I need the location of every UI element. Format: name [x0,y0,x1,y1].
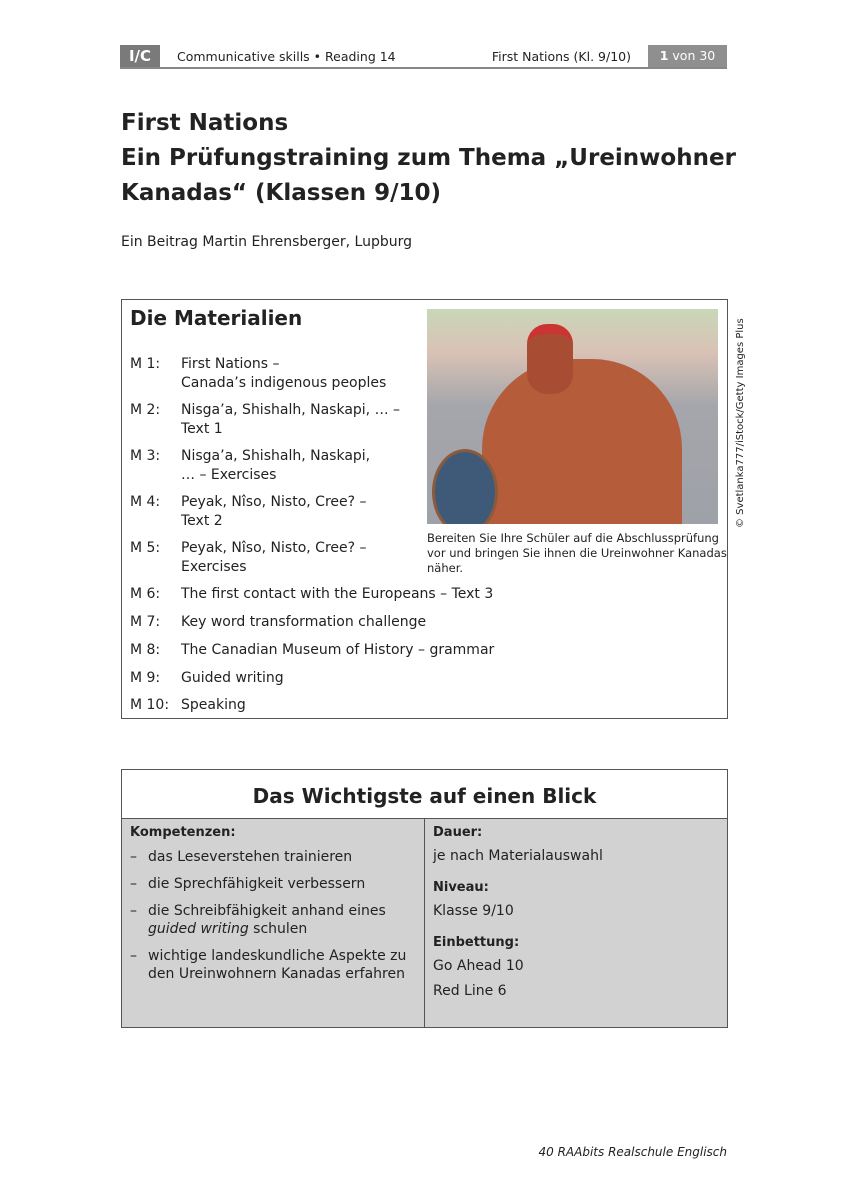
material-number: M 6: [130,586,161,602]
item-text: das Leseverstehen trainieren [148,849,353,865]
material-number: M 2: [130,402,161,418]
title-line: First Nations [121,110,289,136]
page-total: von 30 [672,48,716,63]
materials-heading: Die Materialien [130,306,303,330]
level-label: Niveau: [433,880,489,895]
list-item: – die Schreibfähigkeit anhand eines guided writing schulen [130,903,386,937]
photo-caption: Bereiten Sie Ihre Schüler auf die Abschlussprüfung vor und bringen Sie ihnen die Ureinwohner Kanadas näher. [427,531,727,575]
footer: 40 RAAbits Realschule Englisch [538,1145,727,1159]
header-subject: Communicative skills • Reading 14 [177,49,396,64]
page-counter [648,45,727,67]
material-item [130,696,246,715]
material-number: M 1: [130,356,161,372]
level-value: Klasse 9/10 [433,903,514,919]
material-title: Peyak, Nîso, Nisto, Cree? – Exercises [181,540,367,575]
item-text: die Schreibfähigkeit anhand eines guided writing schulen [148,903,386,937]
byline: Ein Beitrag Martin Ehrensberger, Lupburg [121,234,413,250]
material-number: M 9: [130,670,161,686]
material-item [130,669,284,688]
material-number: M 8: [130,642,161,658]
duration-label: Dauer: [433,825,483,840]
material-item [130,539,367,577]
material-item [130,401,400,439]
material-number: M 5: [130,540,161,556]
material-number: M 7: [130,614,161,630]
item-text: wichtige landeskundliche Aspekte zu den Ureinwohnern Kanadas erfahren [148,948,407,982]
section-badge: I/C [120,45,160,67]
material-title: Guided writing [181,670,284,686]
list-item: – die Sprechfähigkeit verbessern [130,876,366,892]
material-item [130,613,426,632]
item-text: die Sprechfähigkeit verbessern [148,876,366,892]
material-number: M 3: [130,448,161,464]
details-column [425,819,727,1027]
competences-column [122,819,425,1027]
material-item [130,493,367,531]
embedding-value: Red Line 6 [433,983,507,999]
material-number: M 4: [130,494,161,510]
title-line: Ein Prüfungstraining zum Thema „Ureinwohner [121,145,736,171]
embedding-label: Einbettung: [433,935,520,950]
material-title: Key word transformation challenge [181,614,427,630]
page-header [120,45,727,69]
material-item [130,355,386,393]
list-item: – das Leseverstehen trainieren [130,849,353,865]
material-item [130,447,370,485]
summary-heading: Das Wichtigste auf einen Blick [122,770,727,819]
competences-label: Kompetenzen: [130,825,236,840]
material-number: M 10: [130,697,170,713]
page-title [121,106,736,211]
material-item [130,585,493,604]
list-item: – wichtige landeskundliche Aspekte zu den Ureinwohnern Kanadas erfahren [130,947,416,983]
summary-box [121,769,728,1028]
material-title: The Canadian Museum of History – grammar [181,642,495,658]
material-title: Nisga’a, Shishalh, Naskapi, … – Exercises [181,448,371,483]
material-title: Peyak, Nîso, Nisto, Cree? – Text 2 [181,494,367,529]
embedding-value: Go Ahead 10 [433,958,524,974]
duration-value: je nach Materialauswahl [433,848,603,864]
material-title: The first contact with the Europeans – Text 3 [181,586,494,602]
material-title: Speaking [181,697,246,713]
material-title: Nisga’a, Shishalh, Naskapi, … – Text 1 [181,402,401,437]
header-unit: First Nations (Kl. 9/10) [491,49,631,64]
photo-first-nations-man [427,309,718,524]
page-number: 1 [659,48,669,63]
material-item [130,641,494,660]
photo-credit: © Svetlanka777/iStock/Getty Images Plus [735,318,746,528]
material-title: First Nations – Canada’s indigenous peoples [181,356,387,391]
materials-box [121,299,728,719]
title-line: Kanadas“ (Klassen 9/10) [121,180,442,206]
